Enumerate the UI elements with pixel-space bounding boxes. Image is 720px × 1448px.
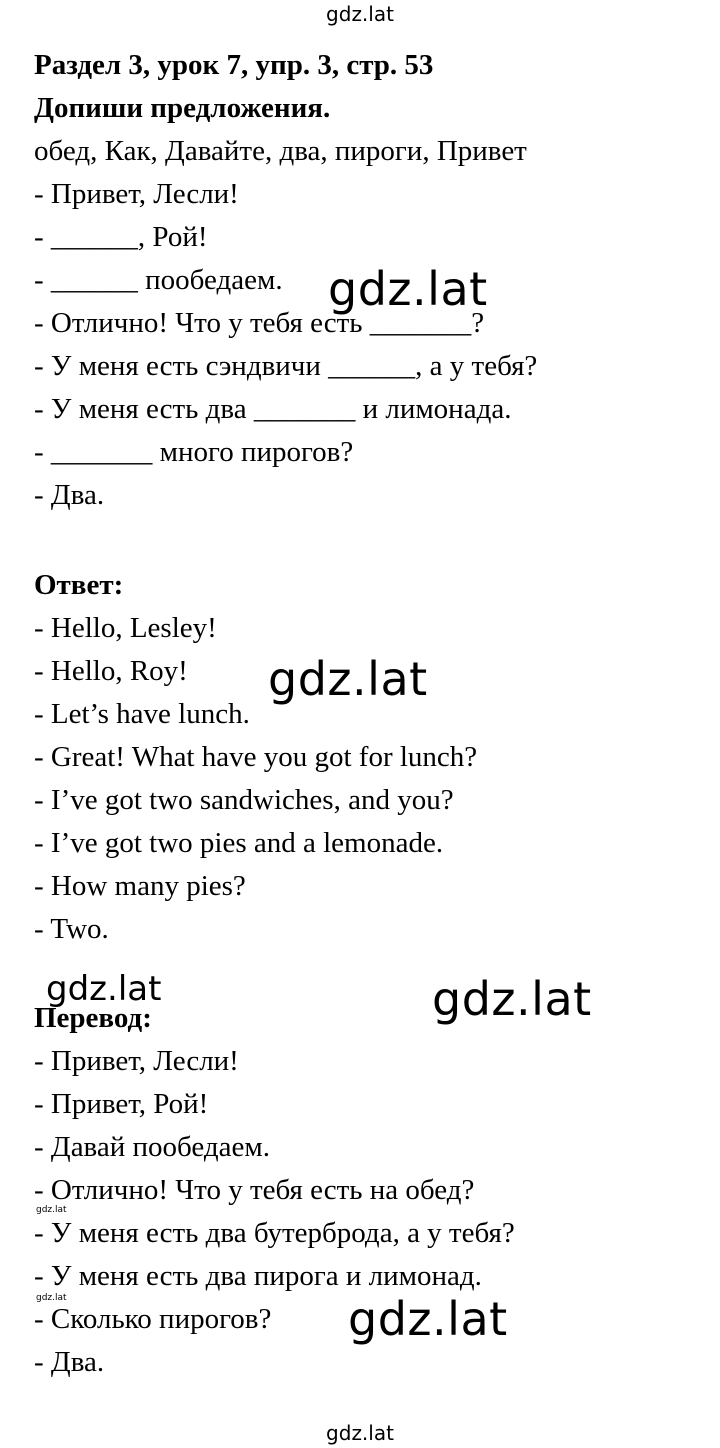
watermark-overlay: gdz.lat bbox=[432, 972, 592, 1026]
watermark-bottom: gdz.lat bbox=[326, 1421, 394, 1445]
word-bank: обед, Как, Давайте, два, пироги, Привет bbox=[34, 135, 527, 167]
task-line: - ______ пообедаем. bbox=[34, 264, 283, 296]
task-line: - Отлично! Что у тебя есть _______? bbox=[34, 307, 485, 339]
translation-heading: Перевод: bbox=[34, 1002, 152, 1034]
answer-heading: Ответ: bbox=[34, 569, 124, 601]
answer-line: - How many pies? bbox=[34, 870, 246, 902]
task-line: - У меня есть два _______ и лимонада. bbox=[34, 393, 512, 425]
answer-line: - Hello, Roy! bbox=[34, 655, 188, 687]
translation-line: - Два. bbox=[34, 1346, 105, 1378]
task-line: - У меня есть сэндвичи ______, а у тебя? bbox=[34, 350, 538, 382]
watermark-overlay: gdz.lat bbox=[46, 969, 162, 1009]
answer-line: - I’ve got two sandwiches, and you? bbox=[34, 784, 454, 816]
translation-line: - Давай пообедаем. bbox=[34, 1131, 270, 1163]
task-line: - ______, Рой! bbox=[34, 221, 208, 253]
answer-line: - I’ve got two pies and a lemonade. bbox=[34, 827, 444, 859]
watermark-overlay-small: gdz.lat bbox=[36, 1205, 67, 1215]
answer-line: - Let’s have lunch. bbox=[34, 698, 250, 730]
task-line: - _______ много пирогов? bbox=[34, 436, 354, 468]
answer-line: - Two. bbox=[34, 913, 109, 945]
task-line: - Привет, Лесли! bbox=[34, 178, 239, 210]
watermark-overlay: gdz.lat bbox=[328, 262, 488, 316]
exercise-title: Раздел 3, урок 7, упр. 3, стр. 53 bbox=[34, 49, 434, 81]
task-line: - Два. bbox=[34, 479, 105, 511]
watermark-overlay: gdz.lat bbox=[268, 652, 428, 706]
translation-line: - Сколько пирогов? bbox=[34, 1303, 272, 1335]
translation-line: - Привет, Лесли! bbox=[34, 1045, 239, 1077]
watermark-overlay: gdz.lat bbox=[348, 1292, 508, 1346]
translation-line: - Отлично! Что у тебя есть на обед? bbox=[34, 1174, 475, 1206]
translation-line: - У меня есть два бутерброда, а у тебя? bbox=[34, 1217, 515, 1249]
exercise-instruction: Допиши предложения. bbox=[34, 92, 331, 124]
watermark-top: gdz.lat bbox=[326, 2, 394, 26]
watermark-overlay-small: gdz.lat bbox=[36, 1293, 67, 1303]
answer-line: - Great! What have you got for lunch? bbox=[34, 741, 478, 773]
translation-line: - У меня есть два пирога и лимонад. bbox=[34, 1260, 482, 1292]
translation-line: - Привет, Рой! bbox=[34, 1088, 209, 1120]
answer-line: - Hello, Lesley! bbox=[34, 612, 217, 644]
